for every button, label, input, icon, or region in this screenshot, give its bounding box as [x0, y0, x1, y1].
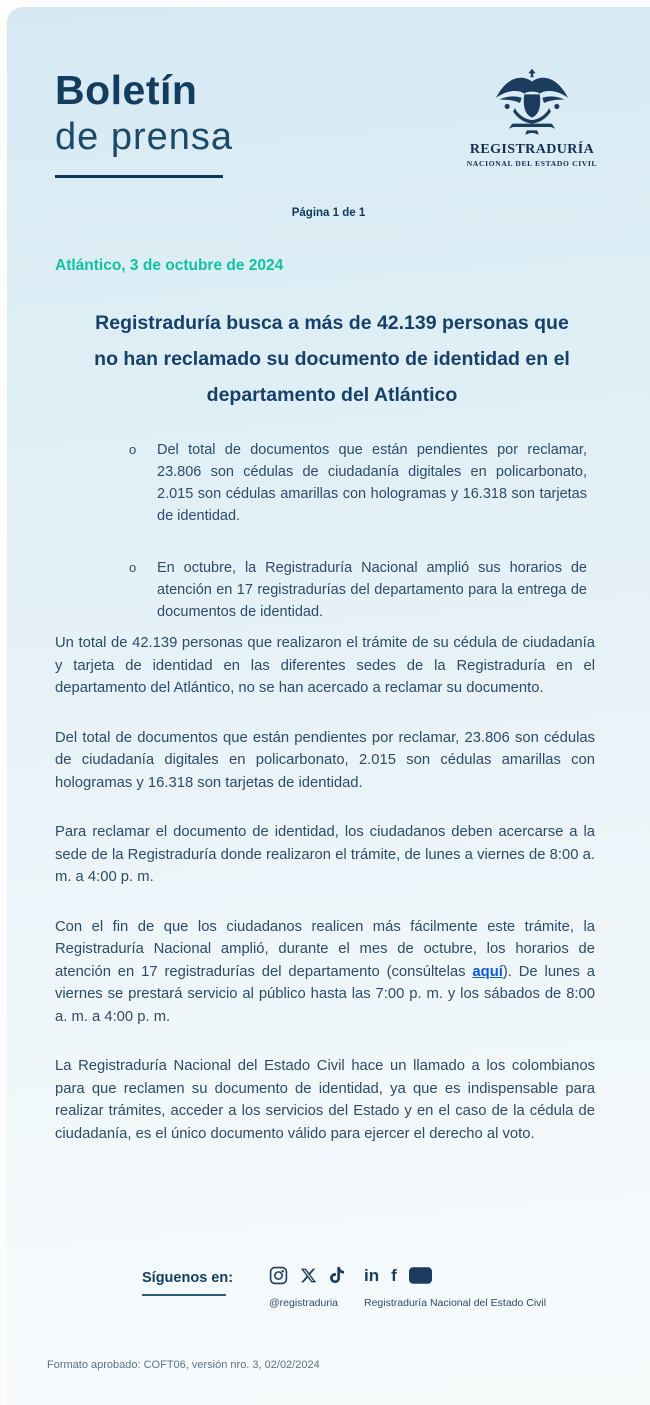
paragraph — [55, 916, 595, 1029]
format-approval-note: Formato aprobado: COFT06, versión nro. 3, 02/02/2024 — [47, 1359, 320, 1371]
bullet-marker: o — [129, 560, 137, 575]
brand-title: Boletín — [55, 67, 198, 113]
bullet-text: Del total de documentos que están pendientes por reclamar, 23.806 son cédulas de ciudadanía digitales en policarbonato, 2.015 son cédulas amarillas con hologramas y 16.318 son tarjetas de identidad. — [157, 442, 587, 524]
brand-subtitle: de prensa — [55, 116, 234, 158]
header — [55, 67, 620, 178]
paragraph: Para reclamar el documento de identidad, los ciudadanos deben acercarse a la sede de la Registraduría donde realizaron el trámite, de lunes a viernes de 8:00 a. m. a 4:00 p. m. — [55, 824, 595, 885]
brand-underline — [55, 175, 223, 178]
social-group-personal — [269, 1262, 345, 1309]
bullet-text: En octubre, la Registraduría Nacional amplió sus horarios de atención en 17 registradurías del departamento para la entrega de documentos de identidad. — [157, 560, 587, 620]
paragraph-text: ). De lunes a viernes se prestará servicio al público hasta las 7:00 p. m. y los sábados de 8:00 a. m. a 4:00 p. m. — [55, 963, 596, 1025]
bullet-list — [129, 439, 587, 653]
page-indicator: Página 1 de 1 — [291, 207, 366, 219]
logo-subtitle: NACIONAL DEL ESTADO CIVIL — [466, 159, 598, 168]
linkedin-icon[interactable]: in — [364, 1265, 380, 1285]
aqui-link[interactable]: aquí — [472, 963, 503, 980]
social-icons-row — [269, 1262, 345, 1288]
registraduria-logo — [462, 67, 602, 168]
social-underline — [142, 1294, 226, 1296]
body-copy — [55, 632, 595, 1172]
x-icon[interactable] — [300, 1267, 317, 1284]
dateline: Atlántico, 3 de octubre de 2024 — [55, 257, 284, 274]
list-item — [129, 439, 587, 527]
paragraph: Del total de documentos que están pendientes por reclamar, 23.806 son cédulas de ciudadanía digitales en policarbonato, 2.015 son cédulas amarillas con hologramas y 16.318 son tarjetas de identidad. — [55, 729, 595, 791]
facebook-icon[interactable]: f — [391, 1265, 397, 1285]
paragraph: Un total de 42.139 personas que realizaron el trámite de su cédula de ciudadanía y tarjeta de identidad en las diferentes sedes de la Registraduría en el departamento del Atlántico, no se han acercado a reclamar su documento. — [55, 635, 595, 696]
condor-crest-icon — [462, 67, 602, 139]
paragraph-text: Con el fin de que los ciudadanos realicen más fácilmente este trámite, la Registraduría Nacional amplió, durante el mes de octubre, los horarios de atención en 17 registradurías del departamento (consúltelas — [55, 918, 595, 980]
paragraph: La Registraduría Nacional del Estado Civil hace un llamado a los colombianos para que reclamen su documento de identidad, ya que es indispensable para realizar trámites, acceder a los servicios del Estado y en el caso de la cédula de ciudadanía, es el único documento válido para ejercer el derecho al voto. — [55, 1058, 595, 1142]
social-label: Síguenos en: — [142, 1270, 234, 1286]
social-icons-row — [364, 1262, 546, 1288]
list-item — [129, 557, 587, 623]
bullet-marker: o — [129, 442, 137, 457]
bulletin-sheet — [7, 7, 650, 1405]
logo-name: REGISTRADURÍA — [469, 142, 595, 157]
instagram-icon[interactable] — [269, 1266, 288, 1285]
tiktok-icon[interactable] — [329, 1266, 345, 1284]
social-label-block — [142, 1270, 233, 1296]
social-account-name: Registraduría Nacional del Estado Civil — [364, 1297, 547, 1309]
youtube-icon[interactable] — [409, 1267, 432, 1284]
headline: Registraduría busca a más de 42.139 personas que no han reclamado su documento de identidad en el departamento del Atlántico — [94, 312, 570, 407]
social-handle: @registraduria — [269, 1297, 339, 1309]
social-group-institutional — [364, 1262, 546, 1309]
